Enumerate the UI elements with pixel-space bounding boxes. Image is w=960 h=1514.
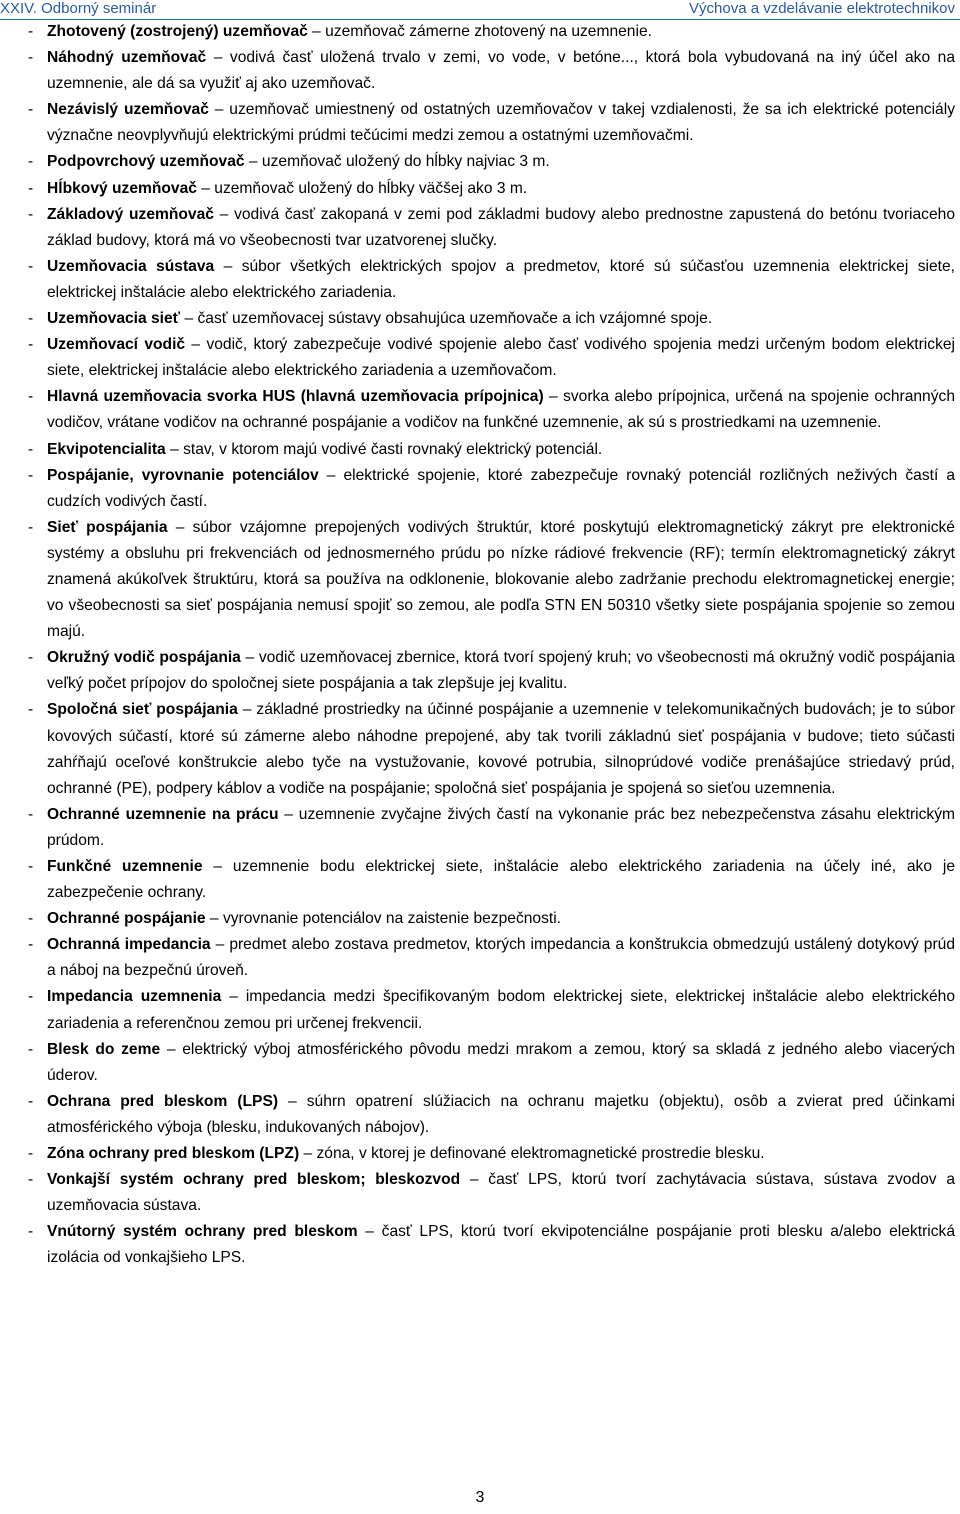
definition-text: uzemňovač zámerne zhotovený na uzemnenie. xyxy=(325,23,652,40)
definition-text: stav, v ktorom majú vodivé časti rovnaký elektrický potenciál. xyxy=(183,440,603,458)
definition-term: Pospájanie, vyrovnanie potenciálov xyxy=(47,466,319,484)
definition-term: Zóna ochrany pred bleskom (LPZ) xyxy=(47,1145,300,1163)
definition-text: súbor vzájomne prepojených vodivých štruktúr, ktoré poskytujú elektromagnetický zákryt pre elektronické systémy a obsluhu pri frekvenciách od jednosmerného prúdu po nízke rádiové frekvencie (RF); termín elektromagnetický zákryt znamená akúkoľvek štruktúru, ktorá sa používa na odklonenie, blokovanie alebo zadržanie prechodu elektromagnetickej energie; vo všeobecnosti sa sieť pospájania nemusí spojiť so zemou, ale podľa STN EN 50310 všetky siete pospájania spojenie so zemou majú. xyxy=(47,518,955,641)
definition-text: základné prostriedky na účinné pospájanie a uzemnenie v telekomunikačných budovách; je to súbor kovových súčastí, ktoré sú zámerne alebo náhodne prepojené, aby tak tvorili základnú sieť pospájania v budove; tieto súčasti zahŕňajú oceľové konštrukcie alebo tyče na vystužovanie, kovové potrubia, silnoprúdové vodiče prenášajúce striedavý prúd, ochranné (PE), podpery káblov a vodiče na pospájanie; spoločná sieť pospájania je spojená so sieťou uzemnenia. xyxy=(47,701,956,797)
definition-term: Hĺbkový uzemňovač xyxy=(47,179,197,197)
definition-text: uzemnenie bodu elektrickej siete, inštalácie alebo elektrického zariadenia na účely iné, ako je zabezpečenie ochrany. xyxy=(47,858,955,902)
header-subject-title: Výchova a vzdelávanie elektrotechnikov xyxy=(689,0,955,17)
definition-text: súbor všetkých elektrických spojov a predmetov, ktoré sú súčasťou uzemnenia elektrickej siete, elektrickej inštalácie alebo elektrického zariadenia. xyxy=(47,257,955,301)
definition-item: - Okružný vodič pospájania – vodič uzemňovacej zbernice, ktorá tvorí spojený kruh; vo všeobecnosti má okružný vodič pospájania veľký počet prípojov do spoločnej siete pospájania a tak zlepšuje jej kvalitu. xyxy=(28,649,956,693)
definition-term: Ochranná impedancia xyxy=(47,936,211,954)
definition-text: vodič uzemňovacej zbernice, ktorá tvorí spojený kruh; vo všeobecnosti má okružný vodič pospájania veľký počet prípojov do spoločnej siete pospájania a tak zlepšuje jej kvalitu. xyxy=(47,649,956,693)
definition-text: časť LPS, ktorú tvorí zachytávacia sústava, sústava zvodov a uzemňovacia sústava. xyxy=(47,1171,955,1215)
page-number: 3 xyxy=(475,1489,485,1506)
definition-text: uzemňovač umiestnený od ostatných uzemňovačov v takej vzdialenosti, že sa ich elektrické potenciály význačne neovplyvňujú elektrickými prúdmi tečúcimi medzi zemou a ostatnými uzemňovačmi. xyxy=(47,101,955,145)
definition-text: časť uzemňovacej sústavy obsahujúca uzemňovače a ich vzájomné spoje. xyxy=(197,310,713,328)
definition-text: uzemňovač uložený do hĺbky najviac 3 m. xyxy=(261,153,550,171)
definition-item: - Uzemňovacia sieť – časť uzemňovacej sústavy obsahujúca uzemňovače a ich vzájomné spoje. xyxy=(28,310,713,328)
definition-text: uzemňovač uložený do hĺbky väčšej ako 3 m. xyxy=(214,179,528,197)
definition-item: - Funkčné uzemnenie – uzemnenie bodu elektrickej siete, inštalácie alebo elektrického zariadenia na účely iné, ako je zabezpečenie ochrany. xyxy=(28,858,955,902)
definition-item: - Ochranná impedancia – predmet alebo zostava predmetov, ktorých impedancia a konštrukcia obmedzujú ustálený dotykový prúd a náboj na bezpečnú úroveň. xyxy=(28,936,956,980)
definition-term: Ochranné pospájanie xyxy=(47,910,206,928)
definition-item: - Ochranné uzemnenie na prácu – uzemnenie zvyčajne živých častí na vykonanie prác bez nebezpečenstva zásahu elektrickým prúdom. xyxy=(28,805,955,849)
definition-item: - Zóna ochrany pred bleskom (LPZ) – zóna, v ktorej je definované elektromagnetické prostredie blesku. xyxy=(28,1145,765,1163)
definition-item: - Vnútorný systém ochrany pred bleskom – časť LPS, ktorú tvorí ekvipotenciálne pospájanie proti blesku a/alebo elektrická izolácia od vonkajšieho LPS. xyxy=(28,1223,955,1267)
definition-term: Ekvipotencialita xyxy=(47,440,166,458)
definition-term: Spoločná sieť pospájania xyxy=(47,701,238,719)
definition-term: Náhodný uzemňovač xyxy=(47,49,207,67)
definition-term: Základový uzemňovač xyxy=(47,205,214,223)
page-header xyxy=(0,0,960,20)
definition-text: časť LPS, ktorú tvorí ekvipotenciálne pospájanie proti blesku a/alebo elektrická izolácia od vonkajšieho LPS. xyxy=(47,1223,955,1267)
definition-text: uzemnenie zvyčajne živých častí na vykonanie prác bez nebezpečenstva zásahu elektrickým prúdom. xyxy=(47,805,955,849)
definition-term: Nezávislý uzemňovač xyxy=(47,101,209,119)
definition-text: vodivá časť uložená trvalo v zemi, vo vode, v betóne..., ktorá bola vybudovaná na iný účel ako na uzemnenie, ale dá sa využiť aj ako uzemňovač. xyxy=(47,49,955,93)
definition-item: - Impedancia uzemnenia – impedancia medzi špecifikovaným bodom elektrickej siete, elektrickej inštalácie alebo elektrického zariadenia a referenčnou zemou pri určenej frekvencii. xyxy=(28,988,956,1032)
definition-term: Ochranné uzemnenie na prácu xyxy=(47,805,279,823)
definition-term: Vonkajší systém ochrany pred bleskom; bleskozvod xyxy=(47,1171,461,1189)
definition-term: Zhotovený (zostrojený) uzemňovač xyxy=(47,23,308,40)
definition-item: - Sieť pospájania – súbor vzájomne prepojených vodivých štruktúr, ktoré poskytujú elektromagnetický zákryt pre elektronické systémy a obsluhu pri frekvenciách od jednosmerného prúdu po nízke rádiové frekvencie (RF); termín elektromagnetický zákryt znamená akúkoľvek štruktúru, ktorá sa používa na odklonenie, blokovanie alebo zadržanie prechodu elektromagnetickej energie; vo všeobecnosti sa sieť pospájania nemusí spojiť so zemou, ale podľa STN EN 50310 všetky siete pospájania spojenie so zemou majú. xyxy=(28,518,955,641)
definition-item: - Náhodný uzemňovač – vodivá časť uložená trvalo v zemi, vo vode, v betóne..., ktorá bola vybudovaná na iný účel ako na uzemnenie, ale dá sa využiť aj ako uzemňovač. xyxy=(28,49,955,93)
definition-item: - Podpovrchový uzemňovač – uzemňovač uložený do hĺbky najviac 3 m. xyxy=(28,153,550,171)
definition-text: predmet alebo zostava predmetov, ktorých impedancia a konštrukcia obmedzujú ustálený dotykový prúd a náboj na bezpečnú úroveň. xyxy=(47,936,956,980)
header-seminar-title: XXIV. Odborný seminár xyxy=(0,0,157,17)
definition-item: - Blesk do zeme – elektrický výboj atmosférického pôvodu medzi mrakom a zemou, ktorý sa skladá z jedného alebo viacerých úderov. xyxy=(28,1040,956,1084)
definition-text: vodič, ktorý zabezpečuje vodivé spojenie alebo časť vodivého spojenia medzi určeným bodom elektrickej siete, elektrickej inštalácie alebo elektrického zariadenia a uzemňovačom. xyxy=(47,336,956,380)
definition-item: - Ochranné pospájanie – vyrovnanie potenciálov na zaistenie bezpečnosti. xyxy=(28,910,562,928)
definition-text: vyrovnanie potenciálov na zaistenie bezpečnosti. xyxy=(222,910,562,928)
definition-text: svorka alebo prípojnica, určená na spojenie ochranných vodičov, vrátane vodičov na ochranné pospájanie a vodičov na funkčné uzemnenie, ak sú s prostriedkami na uzemnenie. xyxy=(47,388,955,432)
definition-term: Hlavná uzemňovacia svorka HUS (hlavná uzemňovacia prípojnica) xyxy=(47,388,544,406)
definition-text: elektrický výboj atmosférického pôvodu medzi mrakom a zemou, ktorý sa skladá z jedného alebo viacerých úderov. xyxy=(47,1040,956,1084)
definition-term: Okružný vodič pospájania xyxy=(47,649,241,667)
definition-text: vodivá časť zakopaná v zemi pod základmi budovy alebo prednostne zapustená do betónu tvoriaceho základ budovy, ktorá má vo všeobecnosti tvar uzatvorenej slučky. xyxy=(47,205,955,249)
definition-term: Uzemňovacia sieť xyxy=(47,310,181,328)
definitions-list xyxy=(28,19,955,1272)
definition-item: - Nezávislý uzemňovač – uzemňovač umiestnený od ostatných uzemňovačov v takej vzdialenosti, že sa ich elektrické potenciály význačne neovplyvňujú elektrickými prúdmi tečúcimi medzi zemou a ostatnými uzemňovačmi. xyxy=(28,101,955,145)
definition-term: Uzemňovací vodič xyxy=(47,336,186,354)
definition-text: súhrn opatrení slúžiacich na ochranu majetku (objektu), osôb a zvierat pred účinkami atmosférického výboja (blesku, indukovaných nábojov). xyxy=(47,1092,955,1136)
definition-term: Impedancia uzemnenia xyxy=(47,988,222,1006)
definition-item: - Zhotovený (zostrojený) uzemňovač – uzemňovač zámerne zhotovený na uzemnenie. xyxy=(28,23,652,40)
definition-text: zóna, v ktorej je definované elektromagnetické prostredie blesku. xyxy=(316,1145,765,1163)
definition-item: - Ekvipotencialita – stav, v ktorom majú vodivé časti rovnaký elektrický potenciál. xyxy=(28,440,603,458)
definition-term: Vnútorný systém ochrany pred bleskom xyxy=(47,1223,358,1241)
definition-item: - Uzemňovacia sústava – súbor všetkých elektrických spojov a predmetov, ktoré sú súčasťou uzemnenia elektrickej siete, elektrickej inštalácie alebo elektrického zariadenia. xyxy=(28,257,955,301)
definition-item: - Hĺbkový uzemňovač – uzemňovač uložený do hĺbky väčšej ako 3 m. xyxy=(28,179,528,197)
definition-text: impedancia medzi špecifikovaným bodom elektrickej siete, elektrickej inštalácie alebo elektrického zariadenia a referenčnou zemou pri určenej frekvencii. xyxy=(47,988,956,1032)
definition-item: - Uzemňovací vodič – vodič, ktorý zabezpečuje vodivé spojenie alebo časť vodivého spojenia medzi určeným bodom elektrickej siete, elektrickej inštalácie alebo elektrického zariadenia a uzemňovačom. xyxy=(28,336,956,380)
definition-item: - Vonkajší systém ochrany pred bleskom; bleskozvod – časť LPS, ktorú tvorí zachytávacia sústava, sústava zvodov a uzemňovacia sústava. xyxy=(28,1171,955,1215)
definition-item: - Spoločná sieť pospájania – základné prostriedky na účinné pospájanie a uzemnenie v telekomunikačných budovách; je to súbor kovových súčastí, ktoré sú zámerne alebo náhodne prepojené, aby tak tvorili základnú sieť pospájania v budove; tieto súčasti zahŕňajú oceľové konštrukcie alebo tyče na vystužovanie, kovové potrubia, silnoprúdové vodiče prenášajúce striedavý prúd, ochranné (PE), podpery káblov a vodiče na pospájanie; spoločná sieť pospájania je spojená so sieťou uzemnenia. xyxy=(28,701,956,797)
definition-item: - Základový uzemňovač – vodivá časť zakopaná v zemi pod základmi budovy alebo prednostne zapustená do betónu tvoriaceho základ budovy, ktorá má vo všeobecnosti tvar uzatvorenej slučky. xyxy=(28,205,955,249)
definition-item: - Ochrana pred bleskom (LPS) – súhrn opatrení slúžiacich na ochranu majetku (objektu), osôb a zvierat pred účinkami atmosférického výboja (blesku, indukovaných nábojov). xyxy=(28,1092,955,1136)
definition-item: - Pospájanie, vyrovnanie potenciálov – elektrické spojenie, ktoré zabezpečuje rovnaký potenciál rozličných neživých častí a cudzích vodivých častí. xyxy=(28,466,955,510)
definition-term: Sieť pospájania xyxy=(47,518,168,536)
definition-term: Uzemňovacia sústava xyxy=(47,257,215,275)
definition-term: Blesk do zeme xyxy=(47,1040,161,1058)
definition-text: elektrické spojenie, ktoré zabezpečuje rovnaký potenciál rozličných neživých častí a cudzích vodivých častí. xyxy=(47,466,955,510)
definition-term: Podpovrchový uzemňovač xyxy=(47,153,245,171)
definition-item: - Hlavná uzemňovacia svorka HUS (hlavná uzemňovacia prípojnica) – svorka alebo prípojnica, určená na spojenie ochranných vodičov, vrátane vodičov na ochranné pospájanie a vodičov na funkčné uzemnenie, ak sú s prostriedkami na uzemnenie. xyxy=(28,388,955,432)
definition-term: Funkčné uzemnenie xyxy=(47,858,203,875)
definition-term: Ochrana pred bleskom (LPS) xyxy=(47,1092,279,1110)
